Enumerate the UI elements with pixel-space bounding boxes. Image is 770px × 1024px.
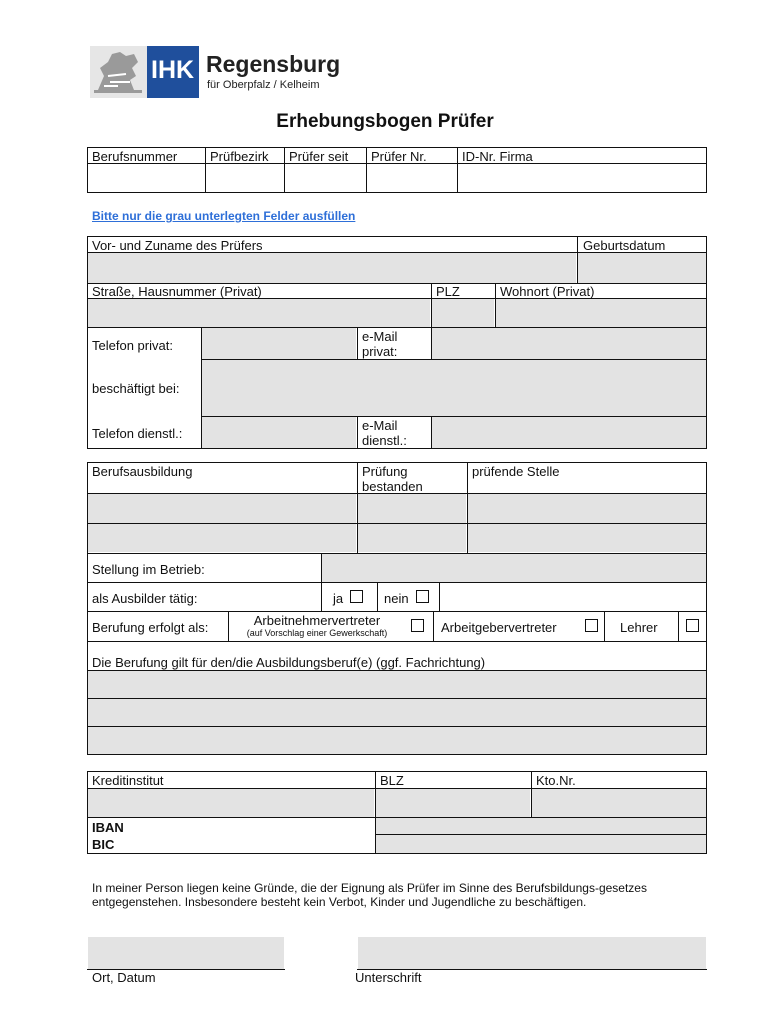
- ort-datum-label: Ort, Datum: [92, 970, 156, 985]
- header-pruefer-seit: Prüfer seit: [289, 149, 349, 164]
- instruction-link: Bitte nur die grau unterlegten Felder ausfüllen: [92, 209, 356, 223]
- logo-sub: für Oberpfalz / Kelheim: [207, 79, 320, 91]
- email-private-label: e-Mail privat:: [362, 329, 398, 359]
- kredit-label: Kreditinstitut: [92, 773, 164, 788]
- pruefer-nr-field[interactable]: [367, 164, 457, 192]
- unterschrift-label: Unterschrift: [355, 970, 422, 985]
- header-pruefbezirk: Prüfbezirk: [210, 149, 269, 164]
- city-label: Wohnort (Privat): [500, 284, 595, 299]
- ja-label: ja: [333, 591, 344, 606]
- iban-label: IBAN: [92, 820, 124, 835]
- blz-label: BLZ: [380, 773, 404, 788]
- phone-private-label: Telefon privat:: [92, 338, 173, 353]
- arbeitnehmer-label: Arbeitnehmervertreter: [253, 613, 381, 628]
- dob-label: Geburtsdatum: [583, 238, 666, 253]
- plz-label: PLZ: [436, 284, 460, 299]
- berufsnummer-field[interactable]: [88, 164, 205, 192]
- nein-checkbox[interactable]: [416, 590, 429, 603]
- logo-blue-block: [147, 46, 199, 98]
- header-berufsnummer: Berufsnummer: [92, 149, 178, 164]
- arbeitnehmer-sub: (auf Vorschlag einer Gewerkschaft): [246, 628, 388, 638]
- lion-emblem-icon: [90, 46, 147, 98]
- logo-abbr: IHK: [151, 56, 195, 84]
- email-work-label: e-Mail dienstl.:: [362, 418, 407, 448]
- kto-label: Kto.Nr.: [536, 773, 576, 788]
- logo-name: Regensburg: [206, 51, 341, 77]
- arbeitgeber-label: Arbeitgebervertreter: [441, 620, 557, 635]
- gilt-label: Die Berufung gilt für den/die Ausbildungsberuf(e) (ggf. Fachrichtung): [92, 655, 486, 670]
- ort-datum-field[interactable]: [88, 937, 284, 969]
- ja-checkbox[interactable]: [350, 590, 363, 603]
- pruefung-label: Prüfung bestanden: [362, 464, 423, 494]
- page-title: Erhebungsbogen Prüfer: [276, 111, 494, 132]
- header-pruefer-nr: Prüfer Nr.: [371, 149, 427, 164]
- stelle-label: prüfende Stelle: [472, 464, 560, 479]
- street-label: Straße, Hausnummer (Privat): [92, 284, 262, 299]
- logo: [90, 46, 341, 98]
- stellung-label: Stellung im Betrieb:: [92, 562, 205, 577]
- lehrer-label: Lehrer: [620, 620, 658, 635]
- arbeitnehmer-checkbox[interactable]: [411, 619, 424, 632]
- training-section: [87, 462, 707, 755]
- pruefer-seit-field[interactable]: [285, 164, 366, 192]
- name-label: Vor- und Zuname des Prüfers: [92, 238, 263, 253]
- nein-label: nein: [384, 591, 409, 606]
- phone-work-label: Telefon dienstl.:: [92, 426, 183, 441]
- lehrer-checkbox[interactable]: [686, 619, 699, 632]
- arbeitgeber-checkbox[interactable]: [585, 619, 598, 632]
- declaration-text: In meiner Person liegen keine Gründe, die der Eignung als Prüfer im Sinne des Berufsbildungs-gesetzes entgegenstehen. Insbesondere besteht kein Verbot, Kinder und Jugendliche zu beschäftigen.: [92, 881, 647, 909]
- ausbildung-label: Berufsausbildung: [92, 464, 193, 479]
- berufung-label: Berufung erfolgt als:: [92, 620, 209, 635]
- ausbilder-label: als Ausbilder tätig:: [92, 591, 198, 606]
- bic-label: BIC: [92, 837, 115, 852]
- header-id-nr-firma: ID-Nr. Firma: [462, 149, 533, 164]
- pruefbezirk-field[interactable]: [206, 164, 284, 192]
- employer-label: beschäftigt bei:: [92, 381, 180, 396]
- unterschrift-field[interactable]: [358, 937, 706, 969]
- id-nr-firma-field[interactable]: [458, 164, 706, 192]
